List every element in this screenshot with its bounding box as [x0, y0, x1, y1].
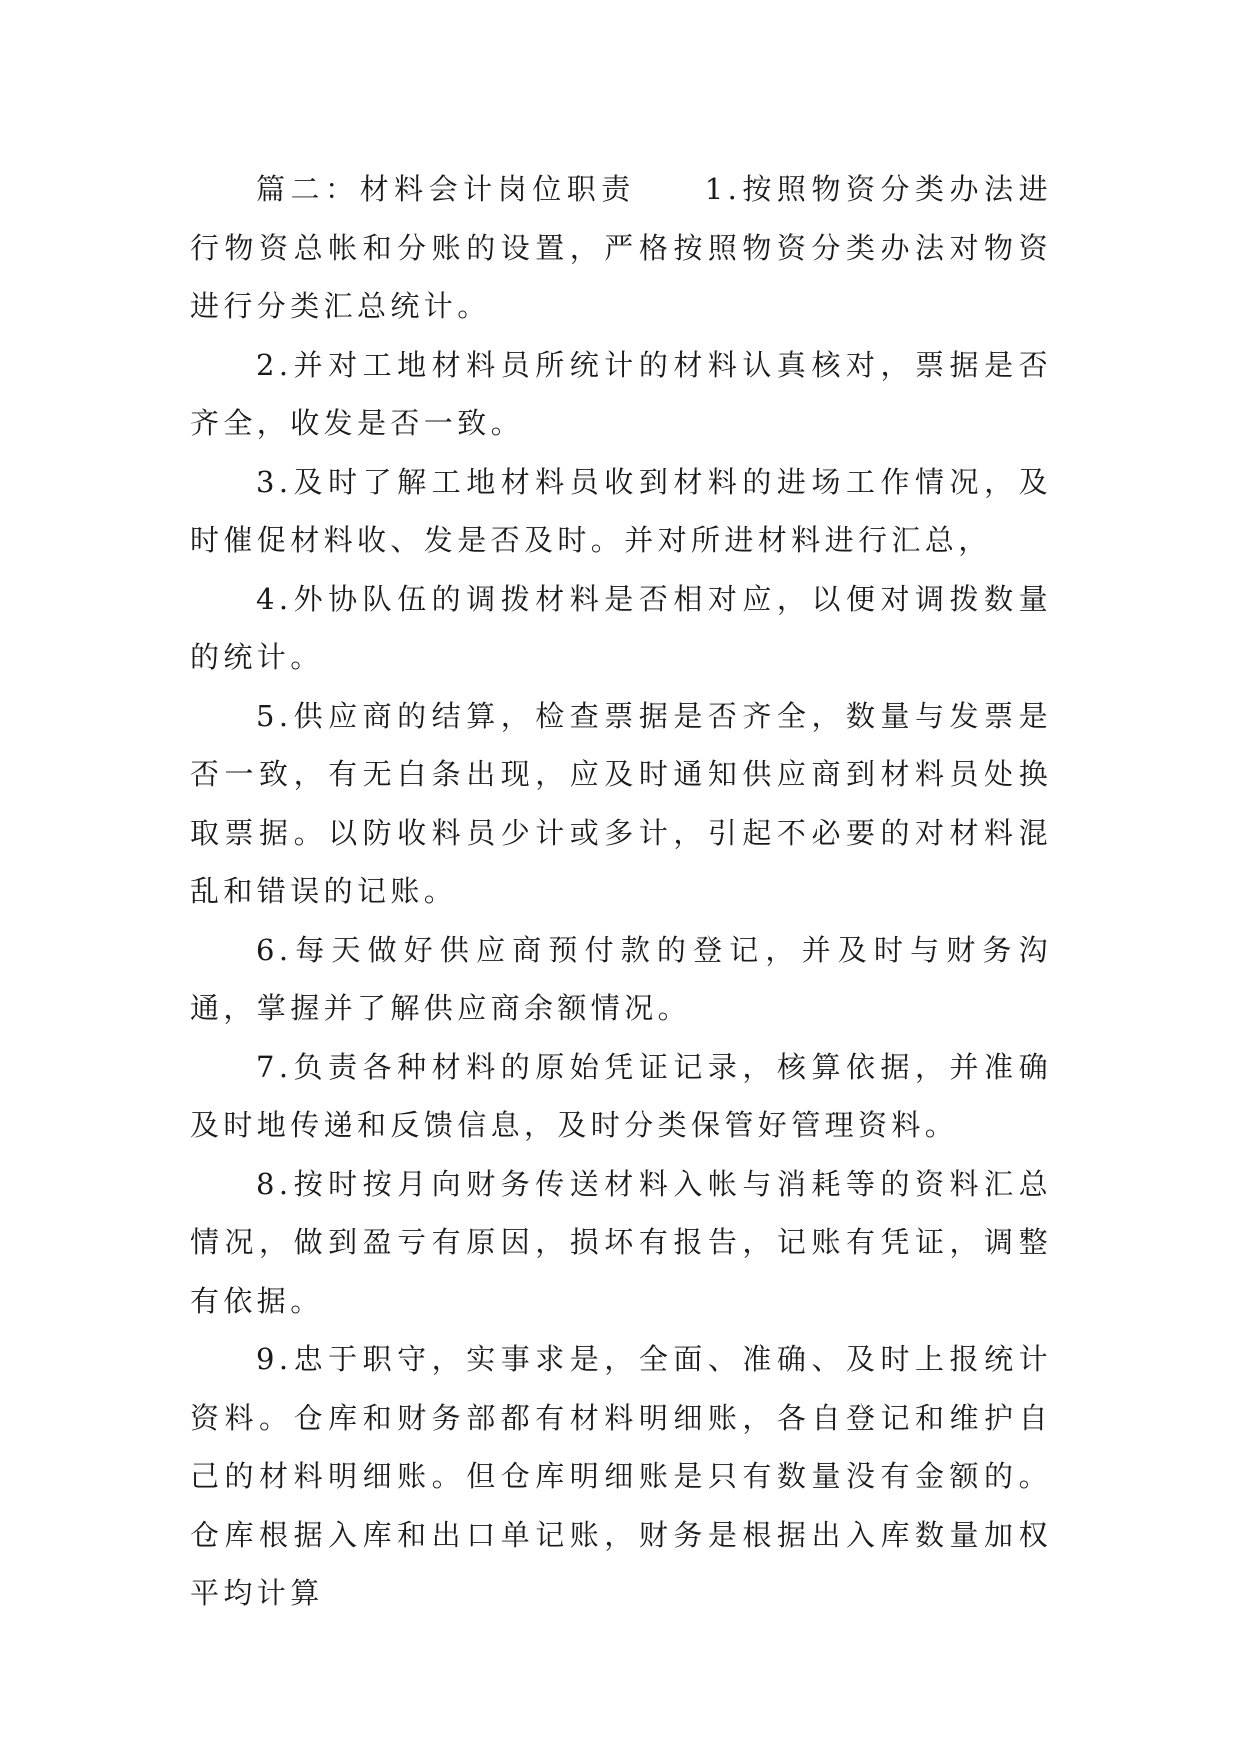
paragraph-item-7: 7.负责各种材料的原始凭证记录，核算依据，并准确及时地传递和反馈信息，及时分类保管好管理资料。 [190, 1049, 1052, 1142]
paragraph-item-9: 9.忠于职守，实事求是，全面、准确、及时上报统计资料。仓库和财务部都有材料明细账，各自登记和维护自己的材料明细账。但仓库明细账是只有数量没有金额的。仓库根据入库和出口单记账，财务是根据出入库数量加权平均计算 [190, 1342, 1052, 1610]
paragraph-item-5: 5.供应商的结算，检查票据是否齐全，数量与发票是否一致，有无白条出现，应及时通知供应商到材料员处换取票据。以防收料员少计或多计，引起不必要的对材料混乱和错误的记账。 [190, 698, 1052, 908]
paragraph-intro-item-1: 篇二：材料会计岗位职责 1.按照物资分类办法进行物资总帐和分账的设置，严格按照物资分类办法对物资进行分类汇总统计。 [190, 172, 1052, 323]
document-body [190, 160, 1052, 1623]
paragraph-item-2: 2.并对工地材料员所统计的材料认真核对，票据是否齐全，收发是否一致。 [190, 347, 1052, 440]
paragraph-item-4: 4.外协队伍的调拨材料是否相对应，以便对调拨数量的统计。 [190, 581, 1052, 674]
paragraph-item-6: 6.每天做好供应商预付款的登记，并及时与财务沟通，掌握并了解供应商余额情况。 [190, 932, 1052, 1025]
paragraph-item-8: 8.按时按月向财务传送材料入帐与消耗等的资料汇总情况，做到盈亏有原因，损坏有报告，记账有凭证，调整有依据。 [190, 1166, 1052, 1318]
paragraph-item-3: 3.及时了解工地材料员收到材料的进场工作情况，及时催促材料收、发是否及时。并对所进材料进行汇总， [190, 464, 1052, 557]
